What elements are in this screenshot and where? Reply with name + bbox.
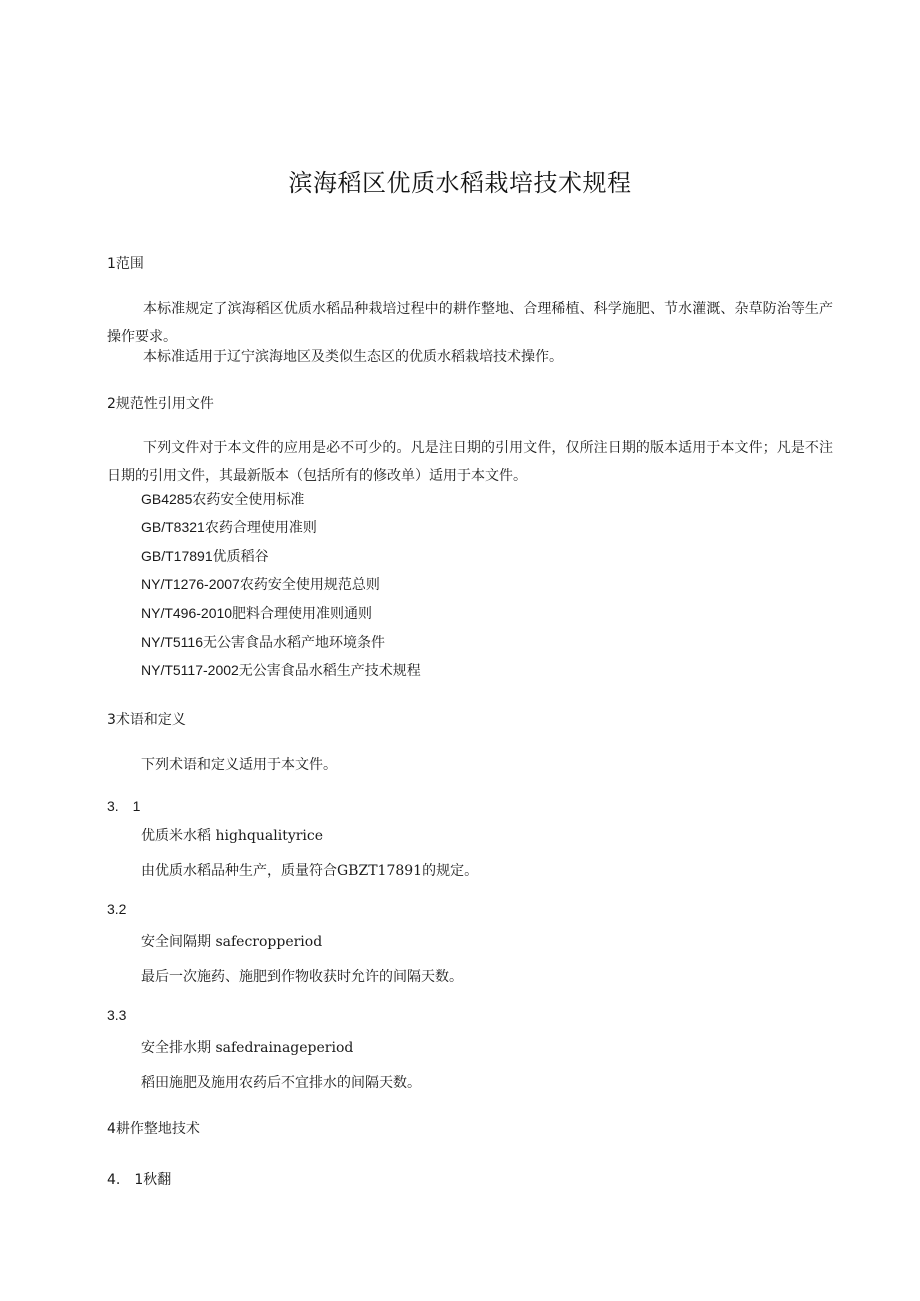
term-number: 3.3 (107, 1007, 127, 1023)
reference-item: NY/T496-2010肥料合理使用准则通则 (141, 605, 373, 621)
term-name: 优质米水稻 highqualityrice (141, 828, 324, 844)
term-name: 安全间隔期 safecropperiod (141, 934, 323, 950)
section2-paragraph-1: 下列文件对于本文件的应用是必不可少的。凡是注日期的引用文件，仅所注日期的版本适用于本文件；凡是不注日期的引用文件，其最新版本（包括所有的修改单）适用于本文件。 (107, 440, 833, 484)
term-number: 3. 1 (107, 798, 141, 814)
subsection-heading-4-1: 4. 1秋翻 (107, 1172, 172, 1188)
term-number: 3.2 (107, 901, 127, 917)
term-definition: 稻田施肥及施用农药后不宜排水的间隔天数。 (141, 1075, 421, 1091)
reference-item: GB/T17891优质稻谷 (141, 548, 269, 564)
reference-item: NY/T5117-2002无公害食品水稻生产技术规程 (141, 662, 421, 678)
document-title: 滨海稻区优质水稻栽培技术规程 (288, 169, 632, 197)
term-definition: 由优质水稻品种生产，质量符合GBZT17891的规定。 (141, 863, 479, 879)
section-heading-3: 3术语和定义 (107, 712, 186, 728)
section3-intro: 下列术语和定义适用于本文件。 (141, 757, 337, 773)
section-heading-1: 1范围 (107, 256, 144, 272)
reference-item: GB/T8321农药合理使用准则 (141, 519, 317, 535)
reference-item: NY/T1276-2007农药安全使用规范总则 (141, 576, 380, 592)
reference-item: GB4285农药安全使用标准 (141, 491, 305, 507)
section-heading-4: 4耕作整地技术 (107, 1121, 200, 1137)
section1-paragraph-2: 本标准适用于辽宁滨海地区及类似生态区的优质水稻栽培技术操作。 (143, 349, 563, 365)
term-definition: 最后一次施药、施肥到作物收获时允许的间隔天数。 (141, 969, 463, 985)
section1-paragraph-1: 本标准规定了滨海稻区优质水稻品种栽培过程中的耕作整地、合理稀植、科学施肥、节水灌溉、杂草防治等生产操作要求。 (107, 301, 833, 345)
section-heading-2: 2规范性引用文件 (107, 396, 214, 412)
reference-item: NY/T5116无公害食品水稻产地环境条件 (141, 634, 385, 650)
term-name: 安全排水期 safedrainageperiod (141, 1040, 354, 1056)
